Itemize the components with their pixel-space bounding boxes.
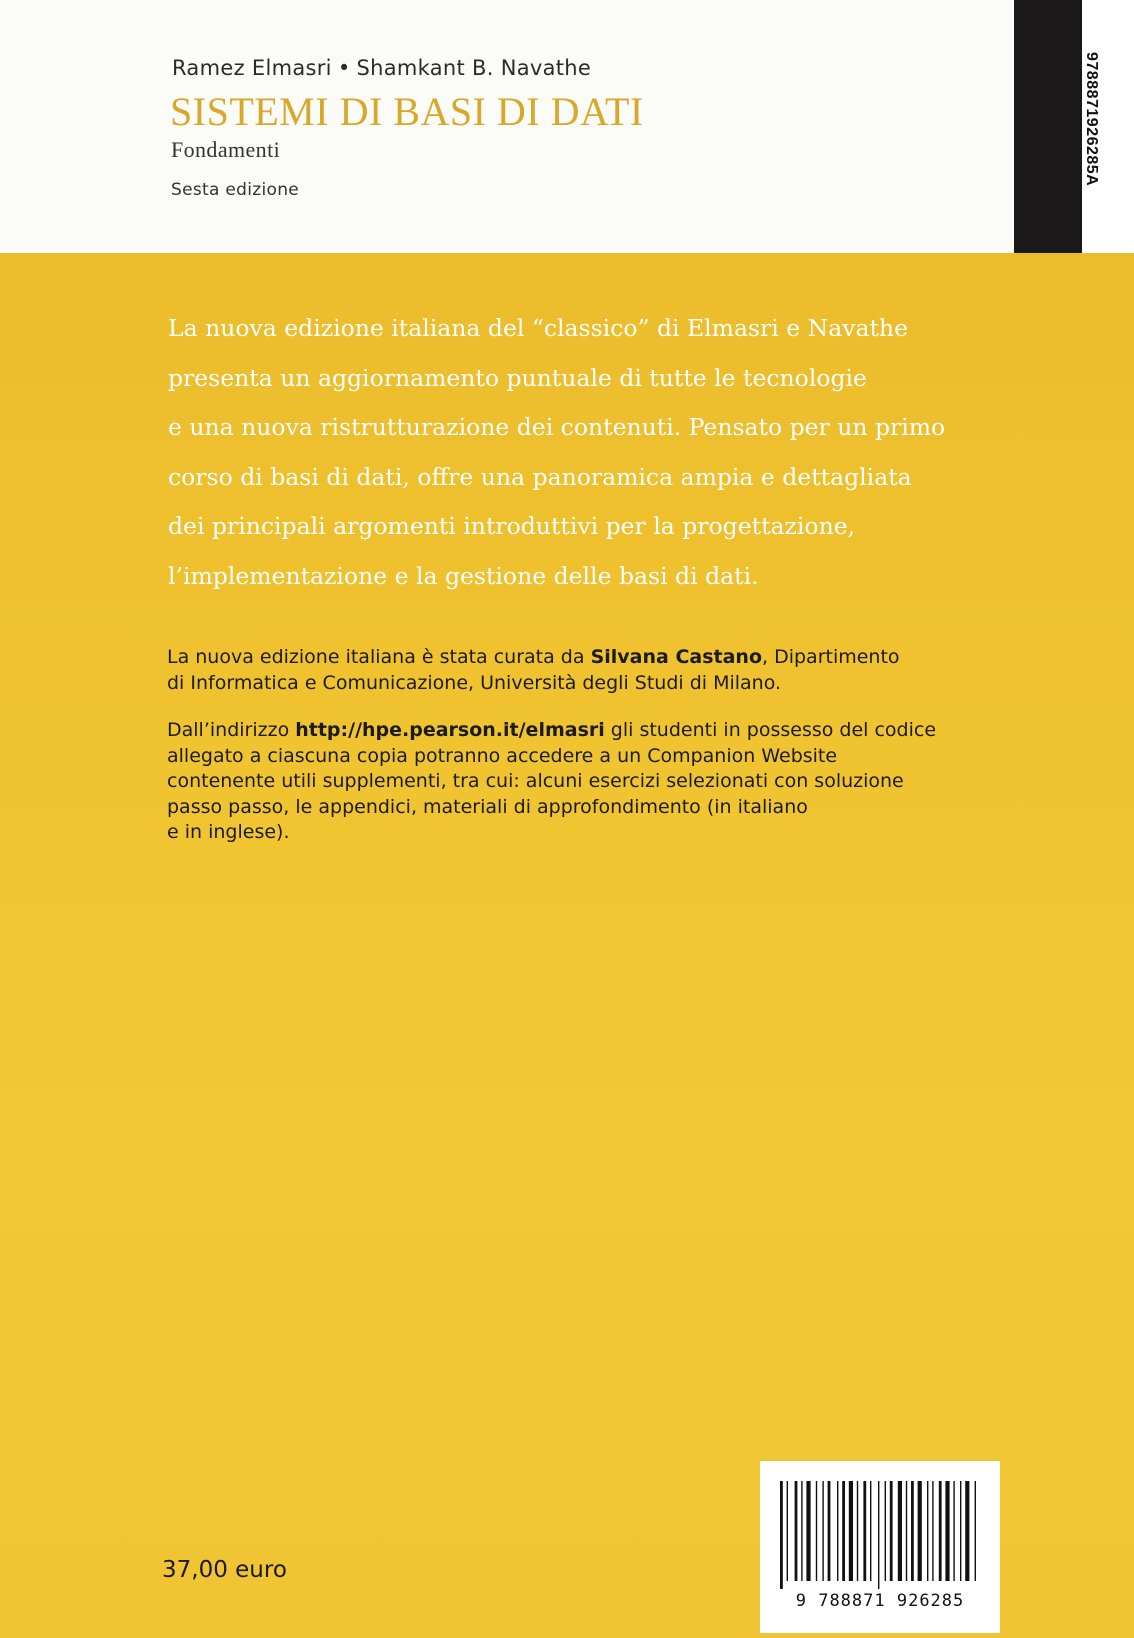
- barcode-bar: [857, 1481, 858, 1581]
- barcode-bar: [953, 1481, 954, 1581]
- website-note-text: Dall’indirizzo: [167, 719, 296, 741]
- price-label: 37,00 euro: [162, 1557, 287, 1583]
- author-elmasri: Ramez Elmasri: [172, 56, 332, 80]
- barcode-bar: [945, 1481, 949, 1581]
- barcode-bar: [870, 1481, 871, 1581]
- website-note-line: passo passo, le appendici, materiali di approfondimento (in italiano: [167, 795, 808, 818]
- barcode-bar: [822, 1481, 823, 1581]
- edition-label: Sesta edizione: [171, 180, 300, 200]
- editor-note-line: [167, 645, 1027, 671]
- website-note: [167, 718, 1027, 846]
- companion-website-url: http://hpe.pearson.it/elmasri: [295, 719, 605, 741]
- website-note-line: contenente utili supplementi, tra cui: alcuni esercizi selezionati con soluzione: [167, 770, 904, 792]
- description-line: e una nuova ristrutturazione dei contenuti. Pensato per un primo: [168, 413, 946, 441]
- barcode-bar: [780, 1481, 783, 1589]
- barcode-bar: [816, 1481, 817, 1581]
- barcode-bar: [918, 1481, 922, 1581]
- website-note-line: e in inglese).: [167, 821, 290, 843]
- barcode-bar: [932, 1481, 933, 1581]
- barcode-bar: [806, 1481, 810, 1581]
- barcode-bar: [939, 1481, 942, 1581]
- barcode-bar: [960, 1481, 961, 1581]
- barcode-bar: [878, 1481, 879, 1589]
- barcode-bar: [787, 1481, 788, 1581]
- book-subtitle: Fondamenti: [171, 137, 281, 162]
- barcode-bar: [911, 1481, 914, 1581]
- author-navathe: Shamkant B. Navathe: [356, 56, 592, 80]
- website-note-line: [167, 718, 1027, 744]
- editor-note: [167, 645, 1027, 696]
- editor-note-text: , Dipartimento: [762, 646, 900, 668]
- barcode-bar: [849, 1481, 853, 1581]
- barcode-bar: [801, 1481, 802, 1581]
- authors: [172, 56, 591, 80]
- spine-isbn-code: 9788871926285A: [1083, 52, 1100, 187]
- barcode-bar: [795, 1481, 798, 1581]
- barcode-bar: [890, 1481, 893, 1581]
- barcode-bar: [828, 1481, 831, 1581]
- barcode-bar: [837, 1481, 838, 1581]
- spine-strip: [1014, 0, 1134, 253]
- barcode-bar: [898, 1481, 902, 1581]
- description-line: dei principali argomenti introduttivi per la progettazione,: [168, 512, 856, 540]
- barcode: [760, 1461, 1000, 1633]
- description-line: l’implementazione e la gestione delle basi di dati.: [168, 561, 759, 590]
- description-line: La nuova edizione italiana del “classico” di Elmasri e Navathe: [168, 314, 908, 342]
- book-title: SISTEMI DI BASI DI DATI: [170, 89, 644, 134]
- description-line: corso di basi di dati, offre una panoramica ampia e dettagliata: [168, 462, 912, 491]
- barcode-bar: [965, 1481, 969, 1581]
- website-note-text: gli studenti in possesso del codice: [604, 719, 937, 741]
- editor-note-text: La nuova edizione italiana è stata curata da: [167, 646, 591, 668]
- barcode-bar: [975, 1481, 976, 1581]
- barcode-bar: [842, 1481, 845, 1581]
- barcode-bar: [863, 1481, 866, 1581]
- editor-name: Silvana Castano: [590, 646, 762, 668]
- website-note-line: allegato a ciascuna copia potranno accedere a un Companion Website: [167, 744, 838, 767]
- barcode-bar: [885, 1481, 886, 1581]
- barcode-digits: 9 788871 926285: [795, 1591, 965, 1611]
- barcode-bar: [927, 1481, 928, 1581]
- editor-note-line: di Informatica e Comunicazione, Università degli Studi di Milano.: [167, 671, 782, 694]
- description-paragraph: [168, 304, 1008, 601]
- spine-dark-bar: [1014, 0, 1082, 253]
- author-separator: •: [337, 56, 351, 80]
- barcode-bar: [906, 1481, 907, 1581]
- description-line: presenta un aggiornamento puntuale di tutte le tecnologie: [168, 363, 867, 392]
- barcode-bars: [778, 1481, 982, 1589]
